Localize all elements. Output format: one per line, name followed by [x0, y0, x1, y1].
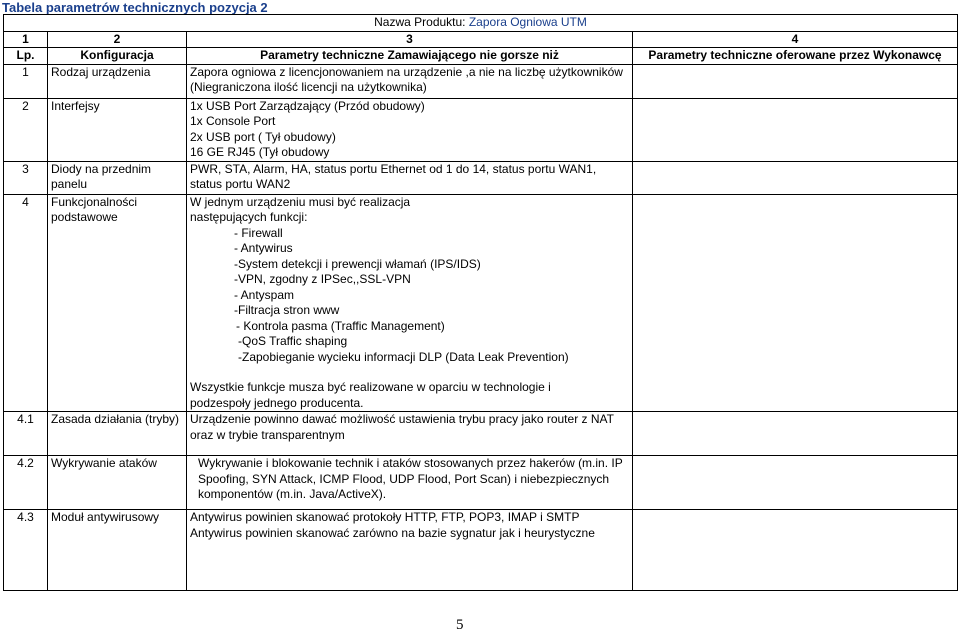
column-number-row: [4, 31, 958, 48]
row-name: Rodzaj urządzenia: [48, 64, 187, 98]
requirement-line: Urządzenie powinno dawać możliwość ustawienia trybu pracy jako router z NAT: [190, 412, 614, 426]
product-row: [4, 15, 958, 32]
offer-cell: [633, 64, 958, 98]
row-name: Funkcjonalności podstawowe: [48, 194, 187, 412]
page-number: 5: [456, 617, 464, 633]
requirement-line: 1x USB Port Zarządzający (Przód obudowy): [190, 98, 425, 113]
requirement-line: 1x Console Port: [190, 114, 276, 128]
offer-cell: [633, 412, 958, 456]
row-requirements: [187, 456, 633, 510]
product-name: Zapora Ogniowa UTM: [468, 15, 587, 29]
requirement-line: Antywirus powinien skanować zarówno na bazie sygnatur jak i heurystyczne: [190, 525, 595, 540]
header-konfiguracja: Konfiguracja: [48, 48, 187, 65]
col-number-4: 4: [633, 31, 958, 48]
table-row: [4, 510, 958, 591]
offer-cell: [633, 161, 958, 194]
row-name: Wykrywanie ataków: [48, 456, 187, 510]
spec-table: [3, 14, 958, 591]
row-number: 4.2: [4, 456, 48, 510]
requirement-line: oraz w trybie transparentnym: [190, 427, 345, 442]
feature-item: -Zapobieganie wycieku informacji DLP (Data Leak Prevention): [238, 349, 569, 364]
row-name: Interfejsy: [48, 98, 187, 161]
row-requirements: [187, 412, 633, 456]
header-lp: Lp.: [4, 48, 48, 65]
table-row: [4, 412, 958, 456]
feature-item: - Kontrola pasma (Traffic Management): [236, 318, 445, 333]
document-title: Tabela parametrów technicznych pozycja 2: [2, 0, 268, 15]
row-name: Diody na przednim panelu: [48, 161, 187, 194]
row-name: Zasada działania (tryby): [48, 412, 187, 456]
requirement-line: (Niegraniczona ilość licencji na użytkownika): [190, 80, 427, 94]
requirement-line: Antywirus powinien skanować protokoły HTTP, FTP, POP3, IMAP i SMTP: [190, 510, 580, 524]
row-number: 4: [4, 194, 48, 412]
table-row: [4, 161, 958, 194]
table-row: [4, 456, 958, 510]
column-header-row: [4, 48, 958, 65]
offer-cell: [633, 510, 958, 591]
col-number-1: 1: [4, 31, 48, 48]
feature-item: -System detekcji i prewencji włamań (IPS/IDS): [234, 256, 481, 271]
col-number-2: 2: [48, 31, 187, 48]
requirement-line: status portu WAN2: [190, 177, 291, 191]
row-requirements: [187, 161, 633, 194]
offer-cell: [633, 194, 958, 412]
product-label: Nazwa Produktu:: [374, 15, 469, 29]
feature-item: -QoS Traffic shaping: [238, 334, 348, 348]
header-zamawiajacy: Parametry techniczne Zamawiającego nie gorsze niż: [187, 48, 633, 65]
row-requirements: [187, 98, 633, 161]
row-requirements: [187, 510, 633, 591]
feature-item: -Filtracja stron www: [234, 303, 340, 317]
col-number-3: 3: [187, 31, 633, 48]
row-number: 2: [4, 98, 48, 161]
offer-cell: [633, 98, 958, 161]
feature-item: - Firewall: [234, 225, 283, 240]
requirement-line: Spoofing, SYN Attack, ICMP Flood, UDP Flood, Port Scan) i niebezpiecznych: [198, 471, 610, 486]
requirement-line: 2x USB port ( Tył obudowy): [190, 129, 336, 144]
row-requirements: [187, 194, 633, 412]
feature-item: - Antyspam: [234, 287, 295, 302]
requirement-line: podzespoły jednego producenta.: [190, 395, 364, 410]
requirement-line: W jednym urządzeniu musi być realizacja: [190, 194, 411, 209]
row-number: 3: [4, 161, 48, 194]
requirement-line: PWR, STA, Alarm, HA, status portu Ethernet od 1 do 14, status portu WAN1,: [190, 161, 597, 176]
row-number: 4.3: [4, 510, 48, 591]
table-row: [4, 64, 958, 98]
table-row: [4, 98, 958, 161]
header-wykonawca: Parametry techniczne oferowane przez Wykonawcę: [633, 48, 958, 65]
row-requirements: [187, 64, 633, 98]
row-number: 4.1: [4, 412, 48, 456]
requirement-line: Wszystkie funkcje musza być realizowane w oparciu w technologie i: [190, 380, 551, 394]
feature-item: -VPN, zgodny z IPSec,,SSL-VPN: [234, 272, 411, 286]
product-cell: [4, 15, 958, 32]
row-number: 1: [4, 64, 48, 98]
requirement-line: Wykrywanie i blokowanie technik i ataków stosowanych przez hakerów (m.in. IP: [198, 456, 623, 470]
offer-cell: [633, 456, 958, 510]
requirement-line: następujących funkcji:: [190, 210, 308, 224]
requirement-line: komponentów (m.in. Java/ActiveX).: [198, 487, 387, 501]
spacer: [190, 365, 629, 380]
table-row: [4, 194, 958, 412]
feature-item: - Antywirus: [234, 241, 293, 255]
row-name: Moduł antywirusowy: [48, 510, 187, 591]
requirement-line: Zapora ogniowa z licencjonowaniem na urządzenie ,a nie na liczbę użytkowników: [190, 64, 623, 79]
requirement-line: 16 GE RJ45 (Tył obudowy: [190, 145, 330, 159]
